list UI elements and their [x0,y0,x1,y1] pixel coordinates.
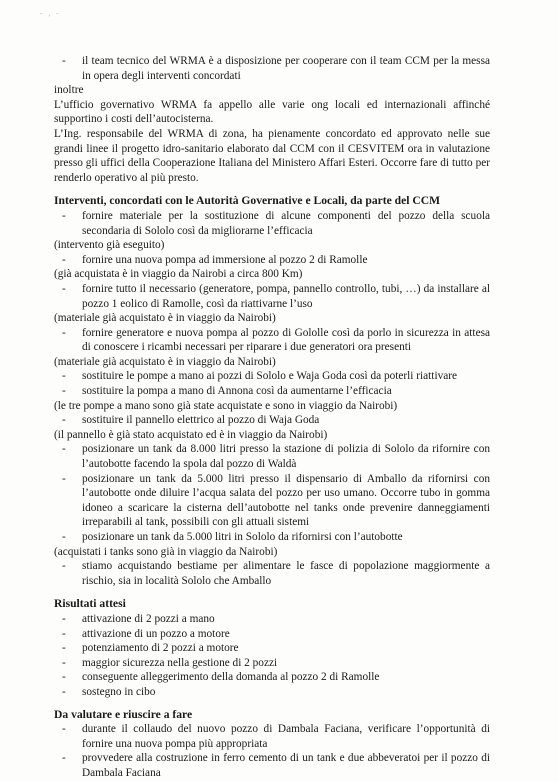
intro-inoltre: inoltre [54,84,84,97]
bullet-dash: - [62,326,66,339]
intervento-item [54,209,490,238]
intro-list-item [54,54,490,83]
intervento-item [54,369,490,384]
intervento-item-text: sostituire le pompe a mano ai pozzi di Sololo e Waja Goda così da poterli riattivare [82,370,458,383]
risultato-item-text: attivazione di 2 pozzi a mano [82,612,215,625]
valutare-item-text: durante il collaudo del nuovo pozzo di Dambala Faciana, verificare l’opportunità di fornire una nuova pompa più appropriata [82,723,490,750]
valutare-item [54,751,490,780]
bullet-dash: - [62,531,66,543]
bullet-dash: - [62,253,66,266]
bullet-dash: - [62,560,66,573]
intervento-item-text: posizionare un tank da 5.000 litri presso il dispensario di Amballo da rifornirsi con l’autobotte onde diluire l’acqua salata del pozzo per uso umano. Occorre tubo in gomma idoneo a scaricare la cisterna dell’autobotte nel tanks onde prevenire danneggiamenti irreparabili al tank, possibili con gli attuali sistemi [82,472,490,529]
intro-paragraph-2: L’Ing. responsabile del WRMA di zona, ha pienamente concordato ed approvato nelle sue grandi linee il progetto idro-sanitario elaborato dal CCM con il CESVITEM ora in valutazione presso gli uffici della Cooperazione Italiana del Ministero Affari Esteri. Occorre fare di tutto per renderlo operativo al più presto. [54,127,490,184]
interventi-list [54,209,490,588]
risultato-item-text: maggior sicurezza nella gestione di 2 pozzi [82,656,278,669]
valutare-list [54,722,490,780]
intervento-item [54,442,490,471]
intervento-item [54,559,490,588]
risultato-item [54,656,490,671]
risultato-item-text: attivazione di un pozzo a motore [82,627,230,640]
intervento-item-text: fornire generatore e nuova pompa al pozzo di Gololle così da porlo in sicurezza in attesa di conoscere i ricambi necessari per riparare i due generatori ora presenti [82,326,490,354]
bullet-dash: - [62,627,66,640]
intervento-item [54,530,490,545]
intervento-item-text: fornire una nuova pompa ad immersione al pozzo 2 di Ramolle [82,253,368,266]
status-note: (già acquistata è in viaggio da Nairobi a circa 800 Km) [54,268,303,281]
status-note: (le tre pompe a mano sono già state acquistate e sono in viaggio da Nairobi) [54,399,398,412]
header-mark: - ¸ - [40,9,61,17]
bullet-dash: - [62,671,66,684]
bullet-dash: - [62,209,66,222]
status-note: (materiale già acquistato è in viaggio da Nairobi) [54,312,276,325]
valutare-item-text: provvedere alla costruzione in ferro cemento di un tank e due abbeveratoi per il pozzo di Dambala Faciana [82,752,490,779]
intro-item-text: il team tecnico del WRMA è a disposizione per cooperare con il team CCM per la messa in opera degli interventi concordati [82,55,490,82]
intervento-item [54,472,490,530]
risultato-item-text: conseguente alleggerimento della domanda al pozzo 2 di Ramolle [82,671,380,684]
intervento-item-text: stiamo acquistando bestiame per alimentare le fasce di popolazione maggiormente a rischio, sia in località Sololo che Amballo [82,560,490,587]
valutare-heading: Da valutare e riuscire a fare [54,707,193,721]
intervento-item [54,326,490,355]
bullet-dash: - [62,414,66,427]
intervento-item-text: posizionare un tank da 5.000 litri in Sololo da rifornirsi con l’autobotte [82,531,403,543]
status-note: (acquistati i tanks sono già in viaggio da Nairobi) [54,545,278,558]
bullet-dash: - [62,656,66,669]
bullet-dash: - [62,282,66,295]
bullet-dash: - [62,612,66,625]
risultato-item-text: sostegno in cibo [82,685,156,698]
bullet-dash: - [62,472,66,485]
interventi-heading: Interventi, concordati con le Autorità Governative e Locali, da parte del CCM [54,194,441,208]
risultato-item [54,627,490,642]
risultati-list [54,612,490,700]
valutare-item [54,722,490,751]
bullet-dash: - [62,685,66,698]
status-note: (il pannello è già stato acquistato ed è in viaggio da Nairobi) [54,428,328,441]
intervento-item-text: fornire materiale per la sostituzione di alcune componenti del pozzo della scuola secondaria di Sololo così da migliorarne l’efficacia [82,209,490,237]
document-body [54,54,490,781]
risultato-item [54,685,490,700]
bullet-dash: - [62,443,66,456]
status-note: (intervento già eseguito) [54,239,165,252]
status-note: (materiale già acquistato è in viaggio da Nairobi) [54,355,276,368]
intervento-item-text: fornire tutto il necessario (generatore, pompa, pannello controllo, tubi, …) da installare al pozzo 1 eolico di Ramolle, così da riattivarne l’uso [82,282,490,310]
bullet-dash: - [62,55,66,67]
risultato-item [54,612,490,627]
intro-paragraph-1: L’ufficio governativo WRMA fa appello alle varie ong locali ed internazionali affinché supportino i costi dell’autocisterna. [54,98,490,126]
bullet-dash: - [62,723,66,736]
risultato-item [54,641,490,656]
intervento-item [54,384,490,399]
intervento-item [54,253,490,268]
risultati-heading: Risultati attesi [54,597,126,611]
bullet-dash: - [62,752,66,765]
risultato-item-text: potenziamento di 2 pozzi a motore [82,642,239,655]
intervento-item-text: sostituire la pompa a mano di Annona così da aumentarne l’efficacia [82,385,392,398]
bullet-dash: - [62,370,66,383]
intervento-item-text: sostituire il pannello elettrico al pozzo di Waja Goda [82,414,320,427]
intervento-item [54,282,490,311]
intervento-item-text: posizionare un tank da 8.000 litri presso la stazione di polizia di Sololo da rifornire con l’autobotte facendo la spola dal pozzo di Waldà [82,443,490,471]
bullet-dash: - [62,642,66,655]
intervento-item [54,413,490,428]
risultato-item [54,670,490,685]
bullet-dash: - [62,385,66,398]
